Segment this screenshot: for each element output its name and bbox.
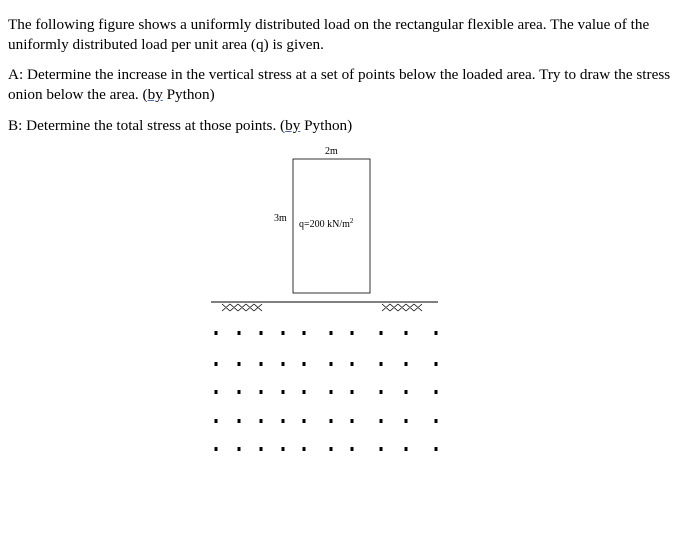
part-a-text: A: Determine the increase in the vertical stress at a set of points below the loaded area. Try to draw the stress onion below the area. ( [8, 66, 671, 103]
stress-point [260, 419, 263, 423]
intro-text: The following figure shows a uniformly distributed load on the rectangular flexible area. The value of the uniformly distributed load per unit area (q) is given. [8, 16, 650, 53]
stress-point [303, 390, 306, 394]
left-ground-hatch [222, 304, 262, 311]
stress-point [260, 390, 263, 394]
stress-point [380, 419, 383, 423]
part-a-by-word: by [147, 86, 163, 103]
stress-point [238, 447, 241, 451]
stress-point [238, 362, 241, 366]
stress-point [330, 419, 333, 423]
part-a-text-end: Python) [162, 86, 215, 103]
stress-point [435, 447, 438, 451]
stress-point [330, 390, 333, 394]
stress-point [238, 390, 241, 394]
stress-point [330, 447, 333, 451]
stress-point [215, 447, 218, 451]
stress-point [215, 362, 218, 366]
part-b-by-word: by [285, 117, 301, 134]
stress-point [405, 390, 408, 394]
stress-point [238, 419, 241, 423]
stress-point [405, 419, 408, 423]
stress-point [330, 331, 333, 335]
stress-point [351, 362, 354, 366]
stress-point [351, 390, 354, 394]
stress-point [282, 419, 285, 423]
stress-point [380, 331, 383, 335]
stress-point [380, 362, 383, 366]
stress-point-grid [215, 331, 438, 451]
height-label: 3m [274, 213, 287, 224]
stress-point [282, 447, 285, 451]
part-b-text: B: Determine the total stress at those points. ( [8, 117, 286, 134]
part-b-text-end: Python) [300, 117, 353, 134]
stress-point [435, 362, 438, 366]
stress-point [330, 362, 333, 366]
stress-point [282, 331, 285, 335]
stress-point [215, 419, 218, 423]
stress-point [303, 362, 306, 366]
stress-point [351, 331, 354, 335]
stress-point [405, 362, 408, 366]
stress-point [215, 331, 218, 335]
stress-point [405, 447, 408, 451]
stress-point [380, 447, 383, 451]
stress-point [260, 362, 263, 366]
load-label-text: q=200 kN/m [299, 219, 350, 230]
stress-point [303, 419, 306, 423]
right-ground-hatch [382, 304, 422, 311]
load-label [299, 217, 354, 230]
stress-point [435, 331, 438, 335]
stress-point [303, 331, 306, 335]
stress-point [215, 390, 218, 394]
stress-point [260, 447, 263, 451]
stress-point [405, 331, 408, 335]
stress-point [435, 390, 438, 394]
load-unit-power: 2 [349, 217, 354, 225]
stress-point [282, 362, 285, 366]
stress-point [260, 331, 263, 335]
stress-point [380, 390, 383, 394]
width-label: 2m [325, 146, 338, 157]
stress-point [238, 331, 241, 335]
stress-point [303, 447, 306, 451]
stress-point [435, 419, 438, 423]
stress-point [351, 447, 354, 451]
stress-point [282, 390, 285, 394]
stress-point [351, 419, 354, 423]
